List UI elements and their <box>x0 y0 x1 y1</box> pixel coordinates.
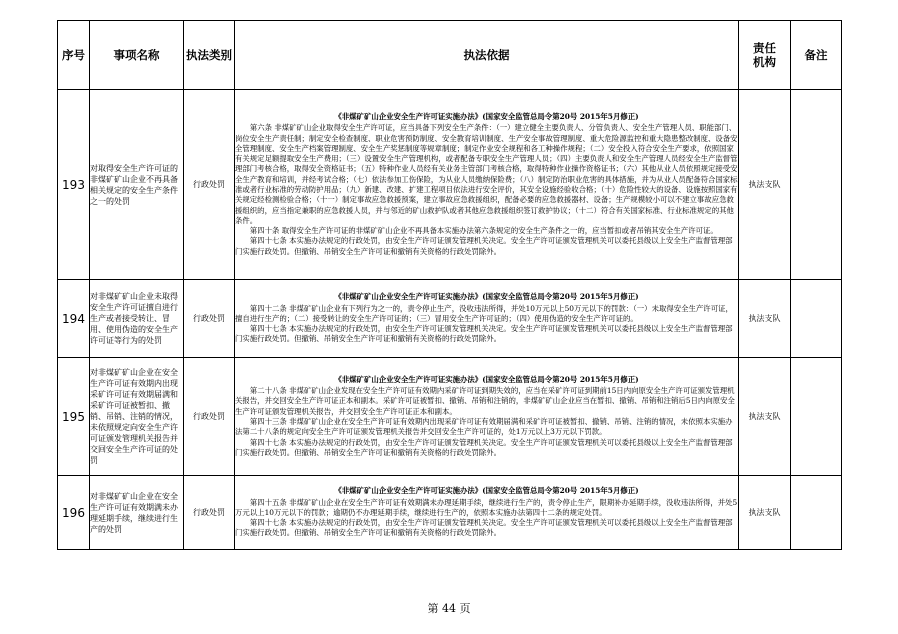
row-num: 195 <box>58 358 90 476</box>
header-num: 序号 <box>58 21 90 90</box>
header-row <box>58 21 842 90</box>
basis-paragraph: 第四十条 取得安全生产许可证的非煤矿矿山企业不再具备本实施办法第六条规定的安全生产条件之一的，应当暂扣或者吊销其安全生产许可证。 <box>249 226 718 236</box>
row-item-name: 对取得安全生产许可证的非煤矿矿山企业不再具备相关规定的安全生产条件之一的处罚 <box>90 90 184 280</box>
row-num: 194 <box>58 280 90 358</box>
basis-title: 《非煤矿矿山企业安全生产许可证实施办法》(国家安全监管总局令第20号 2015年5月修正) <box>334 486 639 496</box>
row-basis <box>235 476 739 550</box>
header-category: 执法类别 <box>184 21 235 90</box>
basis-title: 《非煤矿矿山企业安全生产许可证实施办法》(国家安全监管总局令第20号 2015年5月修正) <box>334 111 639 121</box>
row-basis <box>235 358 739 476</box>
row-note <box>791 358 842 476</box>
basis-paragraph: 第四十七条 本实施办法规定的行政处罚，由安全生产许可证颁发管理机关决定。安全生产许可证颁发管理机关可以委托县级以上安全生产监督管理部门实施行政处罚。但撤销、吊销安全生产许可证和撤销有关资格的行政处罚除外。 <box>235 437 733 457</box>
row-note <box>791 476 842 550</box>
basis-paragraph: 第四十二条 非煤矿矿山企业有下列行为之一的，责令停止生产，没收违法所得，并处10万元以上50万元以下的罚款：（一）未取得安全生产许可证，擅自进行生产的；（二）接受转让的安全生产许可证的；（三）冒用安全生产许可证的；（四）使用伪造的安全生产许可证的。 <box>235 303 733 323</box>
row-num: 196 <box>58 476 90 550</box>
row-unit: 执法支队 <box>739 90 791 280</box>
row-category: 行政处罚 <box>184 90 235 280</box>
basis-title: 《非煤矿矿山企业安全生产许可证实施办法》(国家安全监管总局令第20号 2015年5月修正) <box>334 292 639 302</box>
basis-paragraph: 第四十七条 本实施办法规定的行政处罚，由安全生产许可证颁发管理机关决定。安全生产许可证颁发管理机关可以委托县级以上安全生产监督管理部门实施行政处罚。但撤销、吊销安全生产许可证和撤销有关资格的行政处罚除外。 <box>235 324 733 344</box>
table-row <box>58 280 842 358</box>
row-note <box>791 90 842 280</box>
row-item-name: 对非煤矿矿山企业未取得安全生产许可证擅自进行生产或者接受转让、冒用、使用伪造的安全生产许可证等行为的处罚 <box>90 280 184 358</box>
table-row <box>58 476 842 550</box>
row-unit: 执法支队 <box>739 358 791 476</box>
basis-paragraph: 第四十七条 本实施办法规定的行政处罚，由安全生产许可证颁发管理机关决定。安全生产许可证颁发管理机关可以委托县级以上安全生产监督管理部门实施行政处罚。但撤销、吊销安全生产许可证和撤销有关资格的行政处罚除外。 <box>235 518 733 538</box>
page-number: 第 44 页 <box>427 602 471 615</box>
row-item-name: 对非煤矿矿山企业在安全生产许可证有效期满未办理延期手续，继续进行生产的处罚 <box>90 476 184 550</box>
table-row <box>58 90 842 280</box>
header-unit-label: 责任机构 <box>753 41 776 69</box>
basis-paragraph: 第二十八条 非煤矿矿山企业发现在安全生产许可证有效期内采矿许可证到期失效的，应当在采矿许可证到期前15日内向原安全生产许可证颁发管理机关报告，并交回安全生产许可证正本和副本。采矿许可证被暂扣、撤销、吊销和注销的，非煤矿矿山企业应当在暂扣、撤销、吊销和注销后5日内向原安全生产许可证颁发管理机关报告，并交回安全生产许可证正本和副本。 <box>235 386 735 416</box>
basis-title: 《非煤矿矿山企业安全生产许可证实施办法》(国家安全监管总局令第20号 2015年5月修正) <box>334 374 639 384</box>
row-num: 193 <box>58 90 90 280</box>
row-basis <box>235 90 739 280</box>
row-note <box>791 280 842 358</box>
basis-paragraph: 第六条 非煤矿矿山企业取得安全生产许可证，应当具备下列安全生产条件：（一）建立健全主要负责人、分管负责人、安全生产管理人员、职能部门、岗位安全生产责任制；制定安全检查制度、职业危害预防制度、安全教育培训制度、生产安全事故管理制度、重大危险源监控和重大隐患整改制度、设备安全管理制度、安全生产档案管理制度、安全生产奖惩制度等规章制度；制定作业安全规程和各工种操作规程；（二）安全投入符合安全生产要求，依照国家有关规定足额提取安全生产费用；（三）设置安全生产管理机构，或者配备专职安全生产管理人员；（四）主要负责人和安全生产管理人员经安全生产监督管理部门考核合格，取得安全资格证书；（五）特种作业人员经有关业务主管部门考核合格，取得特种作业操作资格证书；（六）其他从业人员依照规定接受安全生产教育和培训，并经考试合格；（七）依法参加工伤保险，为从业人员缴纳保险费；（八）制定防治职业危害的具体措施，并为从业人员配备符合国家标准或者行业标准的劳动防护用品；（九）新建、改建、扩建工程项目依法进行安全评价，其安全设施经验收合格；（十）危险性较大的设备、设施按照国家有关规定经检测检验合格；（十一）制定事故应急救援预案，建立事故应急救援组织，配备必要的应急救援器材、设备；生产规模较小可以不建立事故应急救援组织的，应当指定兼职的应急救援人员，并与邻近的矿山救护队或者其他应急救援组织签订救护协议；（十二）符合有关国家标准、行业标准规定的其他条件。 <box>235 123 738 225</box>
row-unit: 执法支队 <box>739 476 791 550</box>
row-category: 行政处罚 <box>184 476 235 550</box>
row-item-name: 对非煤矿矿山企业在安全生产许可证有效期内出现采矿许可证有效期届满和采矿许可证被暂扣、撤销、吊销、注销的情况，未依照规定向安全生产许可证颁发管理机关报告并交回安全生产许可证的处罚 <box>90 358 184 476</box>
header-unit <box>739 21 791 90</box>
header-note: 备注 <box>791 21 842 90</box>
basis-paragraph: 第四十三条 非煤矿矿山企业在安全生产许可证有效期内出现采矿许可证有效期届满和采矿许可证被暂扣、撤销、吊销、注销的情况，未依照本实施办法第二十八条的规定向安全生产许可证颁发管理机关报告并交回安全生产许可证的，处1万元以上3万元以下罚款。 <box>235 417 733 437</box>
row-category: 行政处罚 <box>184 358 235 476</box>
row-unit: 执法支队 <box>739 280 791 358</box>
basis-paragraph: 第四十五条 非煤矿矿山企业在安全生产许可证有效期满未办理延期手续，继续进行生产的，责令停止生产，限期补办延期手续，没收违法所得，并处5万元以上10万元以下的罚款；逾期仍不办理延期手续，继续进行生产的，依照本实施办法第四十二条的规定处罚。 <box>235 497 738 517</box>
basis-paragraph: 第四十七条 本实施办法规定的行政处罚，由安全生产许可证颁发管理机关决定。安全生产许可证颁发管理机关可以委托县级以上安全生产监督管理部门实施行政处罚。但撤销、吊销安全生产许可证和撤销有关资格的行政处罚除外。 <box>235 236 733 256</box>
row-basis <box>235 280 739 358</box>
table-row <box>58 358 842 476</box>
enforcement-table <box>57 20 842 550</box>
row-category: 行政处罚 <box>184 280 235 358</box>
header-basis: 执法依据 <box>235 21 739 90</box>
header-name: 事项名称 <box>90 21 184 90</box>
